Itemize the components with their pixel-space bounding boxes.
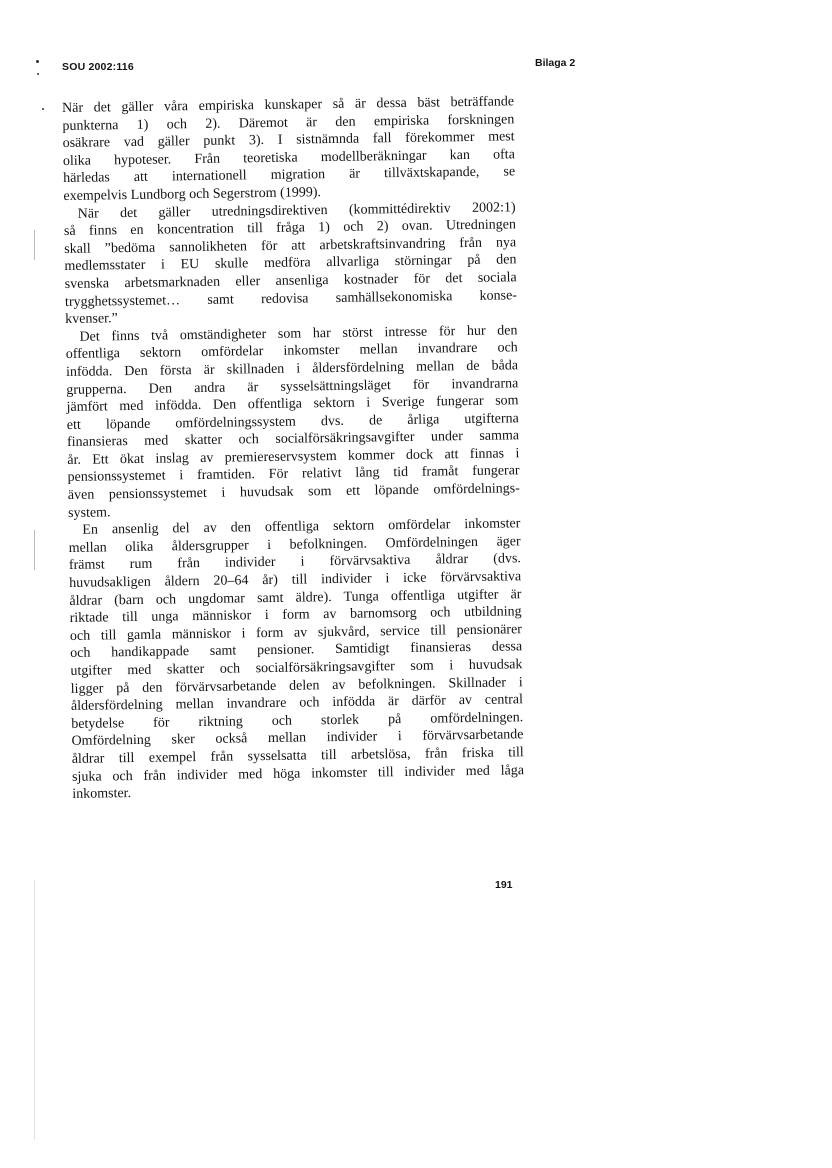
text-line: Det finns två omständigheter som har störst intresse för hur den [79,322,518,345]
text-line: ligger på den förvärvsarbetande delen av befolkningen. Skillnader i [70,674,523,697]
text-line: grupperna. Den andra är sysselsättningsläget för invandrarna [66,375,519,398]
text-line: utgifter med skatter och socialförsäkringsavgifter som i huvudsak [70,657,523,679]
text-line: och till gamla människor i form av sjukvård, service till pensionärer [69,622,523,644]
text-line: olika hypoteser. Från teoretiska modellberäkningar kan ofta [62,147,515,169]
text-line: ett löpande omfördelningssystem dvs. de årliga utgifterna [66,410,519,433]
text-line: infödda. Den första är skillnaden i åldersfördelning mellan de båda [65,358,519,380]
scan-edge-mark [34,530,35,570]
text-line: huvudsakligen åldern 20–64 år) till individer i icke förvärvsaktiva [69,569,522,591]
text-line: trygghetssystemet… samt redovisa samhällsekonomiska konse- [64,287,518,310]
text-line: finansieras med skatter och socialförsäkringsavgifter under samma [66,428,520,451]
text-line: osäkrare vad gäller punkt 3). I sistnämnda fall förekommer mest [62,129,515,152]
scan-speck-top [36,60,39,63]
text-line: och handikappade samt pensioner. Samtidigt finansieras dessa [70,639,523,662]
text-line: En ansenlig del av den offentliga sektorn omfördelar inkomster [82,516,521,538]
text-line: riktade till unga människor i form av barnomsorg och utbildning [69,604,522,627]
text-line: åldersfördelning mellan invandrare och infödda är därför av central [70,692,524,715]
text-line: främst rum från individer i förvärvsaktiva åldrar (dvs. [68,551,521,574]
paragraph [62,93,516,205]
paragraph [68,515,524,803]
text-line: svenska arbetsmarknaden eller ansenliga kostnader för det sociala [64,270,517,292]
scan-edge-mark [34,880,35,1140]
text-line: år. Ett ökat inslag av premiereservsystem kommer dock att finnas i [67,446,520,468]
body-text [62,93,524,803]
paragraph [65,322,520,522]
running-header-appendix: Bilaga 2 [535,57,576,69]
text-line: åldrar (barn och ungdomar samt äldre). Tunga offentliga utgifter är [69,586,522,609]
running-header-report-id: SOU 2002:116 [62,61,134,73]
text-line: offentliga sektorn omfördelar inkomster mellan invandrare och [65,340,518,363]
text-line: så finns en koncentration till fråga 1) och 2) ovan. Utredningen [63,217,517,240]
text-line: härledas att internationell migration är tillväxtskapande, se [63,164,516,187]
scan-edge-mark [34,230,35,260]
page-number: 191 [495,879,513,891]
text-line: betydelse för riktning och storlek på omfördelningen. [71,710,524,732]
text-line: När det gäller våra empiriska kunskaper så är dessa bäst beträffande [62,94,515,116]
scan-speck-mid [37,73,39,75]
text-line: pensionssystemet i framtiden. För relativt lång tid framåt fungerar [67,463,520,486]
text-line: mellan olika åldersgrupper i befolkningen. Omfördelningen äger [68,534,521,556]
text-line: jämfört med infödda. Den offentliga sektorn i Sverige fungerar som [66,393,519,416]
text-line: skall ”bedöma sannolikheten för att arbetskraftsinvandring från nya [64,235,517,257]
text-line: När det gäller utredningsdirektiven (kommittédirektiv 2002:1) [77,199,516,222]
scan-speck-left [42,108,44,110]
paragraph [64,199,518,329]
text-line: exempelvis Lundborg och Segerstrom (1999). [63,185,322,204]
text-line: även pensionssystemet i huvudsak som ett löpande omfördelnings- [67,481,520,504]
text-line: medlemsstater i EU skulle medföra allvarliga störningar på den [64,252,517,275]
text-line: inkomster. [72,786,132,803]
text-line: kvenser.” [65,311,118,328]
text-line: åldrar till exempel från sysselsatta till arbetslösa, från friska till [71,745,524,767]
text-line: punkterna 1) och 2). Däremot är den empiriska forskningen [62,111,515,134]
text-line: system. [68,504,111,521]
text-line: sjuka och från individer med höga inkomster till individer med låga [71,762,525,785]
text-line: Omfördelning sker också mellan individer i förvärvsarbetande [71,727,524,750]
